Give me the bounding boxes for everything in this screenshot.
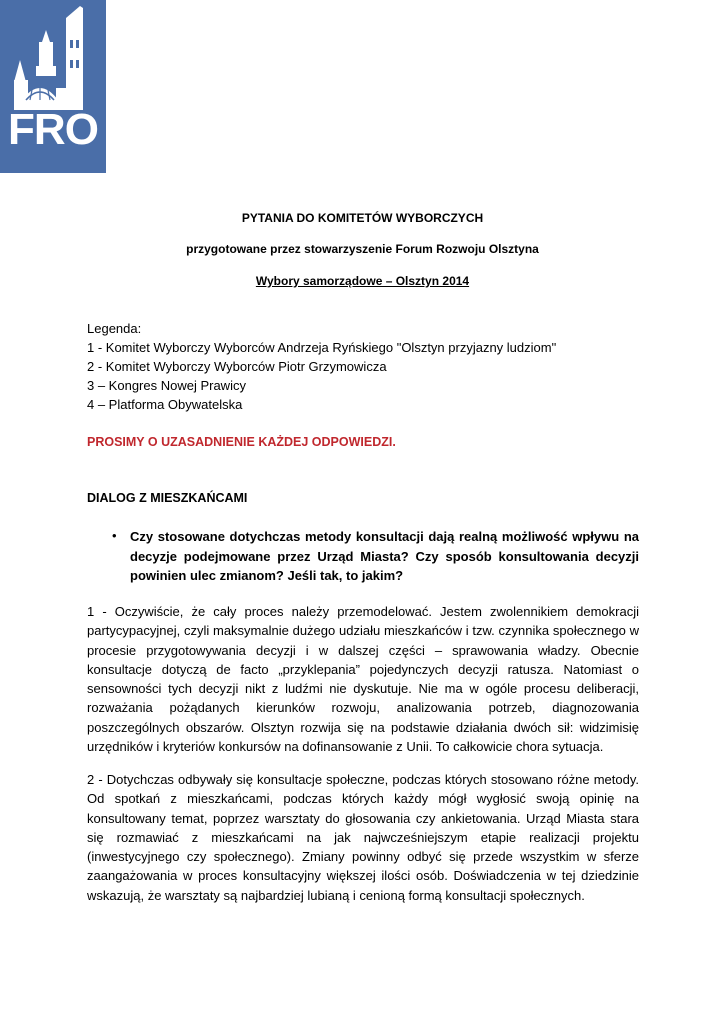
fro-logo bbox=[0, 0, 106, 173]
legend-item-1: 1 - Komitet Wyborczy Wyborców Andrzeja Ryńskiego "Olsztyn przyjazny ludziom" bbox=[87, 340, 557, 355]
section-heading: DIALOG Z MIESZKAŃCAMI bbox=[87, 491, 248, 505]
question-text: Czy stosowane dotychczas metody konsultacji dają realną możliwość wpływu na decyzje podejmowane przez Urząd Miasta? Czy sposób konsultowania decyzji powinien ulec zmianom? Jeśli tak, to jakim? bbox=[130, 529, 639, 583]
notice-text: PROSIMY O UZASADNIENIE KAŻDEJ ODPOWIEDZI. bbox=[87, 435, 396, 449]
bullet-icon: • bbox=[112, 528, 117, 543]
answer-1: 1 - Oczywiście, że cały proces należy przemodelować. Jestem zwolennikiem demokracji partycypacyjnej, czyli maksymalnie dużego udziału mieszkańców i tzw. czynnika społecznego w procesie przygotowywania decyzji i w dalszej części – sprawowania władzy. Obecnie konsultacje dotyczą de facto „przyklepania” pojedynczych decyzji ratusza. Natomiast o sensowności tych decyzji nikt z ludźmi nie dyskutuje. Nie ma w ogóle procesu deliberacji, rozważania pożądanych kierunków rozwoju, analizowania potrzeb, diagnozowania poszczególnych obszarów. Olsztyn rozwija się na podstawie działania dwóch sił: widzimisię urzędników i kryteriów konkursów na dofinansowanie z Unii. To całkowicie chora sytuacja. bbox=[87, 604, 639, 755]
legend-item-4: 4 – Platforma Obywatelska bbox=[87, 397, 243, 412]
election-title: Wybory samorządowe – Olsztyn 2014 bbox=[255, 274, 470, 288]
page-subtitle: przygotowane przez stowarzyszenie Forum Rozwoju Olsztyna bbox=[186, 242, 539, 256]
page-title: PYTANIA DO KOMITETÓW WYBORCZYCH bbox=[241, 211, 484, 225]
logo-text: FRO bbox=[8, 105, 98, 154]
legend-label: Legenda: bbox=[87, 321, 142, 336]
answer-2: 2 - Dotychczas odbywały się konsultacje społeczne, podczas których stosowano różne metody. Od spotkań z mieszkańcami, podczas których każdy mógł wygłosić swoją opinię na konsultowany temat, poprzez warsztaty do głosowania czy ankietowania. Urząd Miasta stara się rozmawiać z mieszkańcami na jak najwcześniejszym etapie realizacji projektu (inwestycyjnego czy społecznego). Zmiany powinny odbyć się przede wszystkim w sferze zaangażowania w proces konsultacyjny większej ilości osób. Doświadczenia w tej dziedzinie wskazują, że warsztaty są najbardziej lubianą i cenioną formą konsultacji społecznych. bbox=[87, 772, 639, 903]
legend-item-2: 2 - Komitet Wyborczy Wyborców Piotr Grzymowicza bbox=[87, 359, 387, 374]
legend-item-3: 3 – Kongres Nowej Prawicy bbox=[87, 378, 246, 393]
